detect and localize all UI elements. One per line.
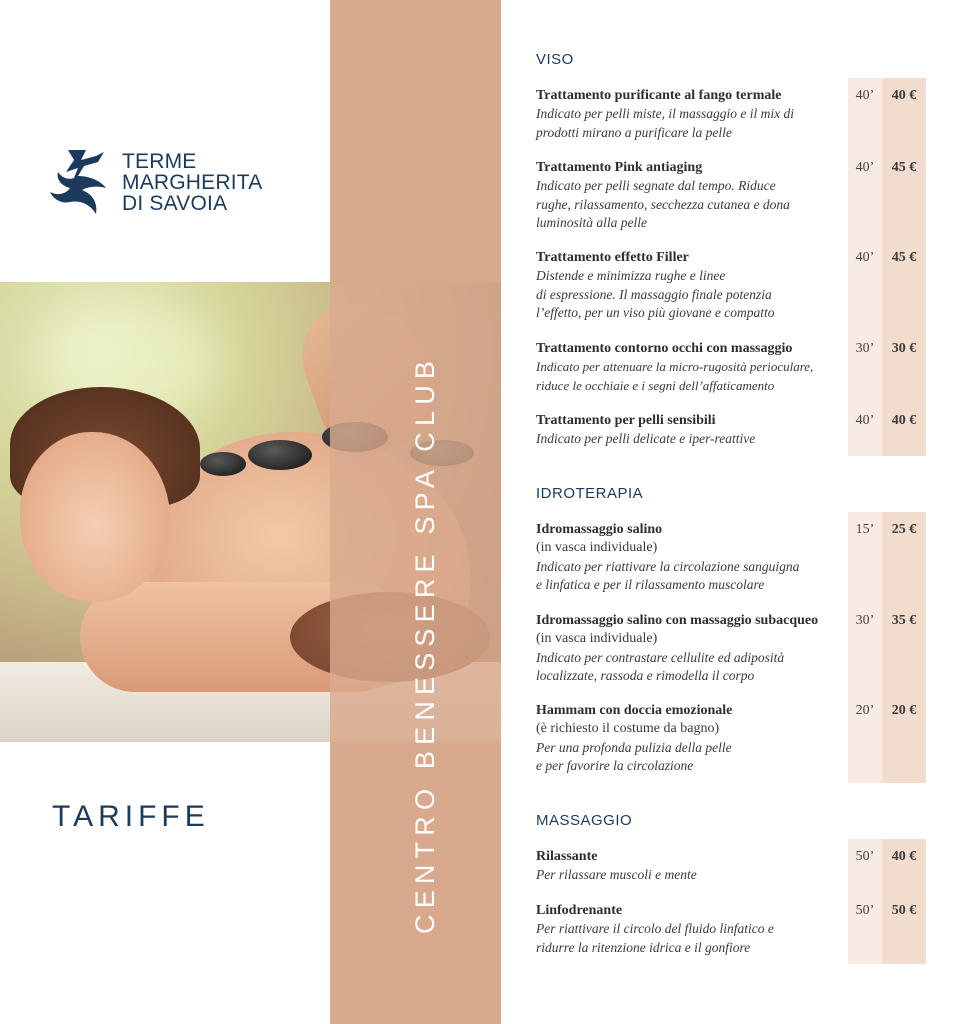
treatment-note: (è richiesto il costume da bagno) <box>536 721 720 736</box>
treatment-price: 45 € <box>891 250 917 265</box>
treatment-item <box>536 702 846 776</box>
treatment-duration: 30’ <box>855 341 875 356</box>
treatment-duration: 50’ <box>855 849 875 864</box>
terme-logo-icon <box>48 146 110 218</box>
section-title: MASSAGGIO <box>536 812 633 829</box>
brand-name <box>122 151 262 214</box>
treatment-desc: Distende e minimizza rughe e linee <box>536 268 726 283</box>
brand-line-2: MARGHERITA <box>122 170 263 194</box>
treatment-price: 45 € <box>891 160 917 175</box>
treatment-desc: rughe, rilassamento, secchezza cutanea e dona <box>536 196 790 212</box>
treatment-price: 25 € <box>891 522 917 537</box>
treatment-item <box>536 249 846 323</box>
treatment-name: Idromassaggio salino <box>536 522 663 537</box>
section-viso <box>536 51 926 68</box>
band-vertical-text: CENTRO BENESSERE SPA CLUB <box>410 354 440 934</box>
section-title: VISO <box>536 51 574 68</box>
treatment-duration: 40’ <box>855 250 875 265</box>
treatment-desc: Indicato per riattivare la circolazione sanguigna <box>536 558 800 574</box>
treatment-desc: prodotti mirano a purificare la pelle <box>536 124 732 140</box>
brand-logo <box>48 146 262 218</box>
brand-line-1: TERME <box>122 149 197 173</box>
section-idroterapia <box>536 485 926 502</box>
price-column-viso <box>882 78 926 456</box>
treatment-price: 35 € <box>891 613 917 628</box>
treatment-desc: di espressione. Il massaggio finale potenzia <box>536 286 772 302</box>
treatment-price: 40 € <box>891 88 917 103</box>
hot-stone <box>248 440 312 470</box>
treatment-price: 20 € <box>891 703 917 718</box>
treatment-name: Trattamento effetto Filler <box>536 250 689 265</box>
duration-column-idroterapia <box>848 512 882 783</box>
treatment-price: 50 € <box>891 903 917 918</box>
treatment-desc: localizzate, rassoda e rimodella il corpo <box>536 668 755 683</box>
treatment-item <box>536 412 846 449</box>
treatment-item <box>536 521 846 595</box>
duration-column-viso <box>848 78 882 456</box>
treatment-duration: 40’ <box>855 88 875 103</box>
treatment-price: 30 € <box>891 341 917 356</box>
treatment-desc: Per riattivare il circolo del fluido linfatico e <box>536 921 774 936</box>
treatment-desc: ridurre la ritenzione idrica e il gonfiore <box>536 939 751 955</box>
treatment-desc: riduce le occhiaie e i segni dell’affaticamento <box>536 377 775 393</box>
treatment-name: Trattamento contorno occhi con massaggio <box>536 341 793 356</box>
treatment-item <box>536 848 846 885</box>
treatment-name: Trattamento purificante al fango termale <box>536 88 782 103</box>
treatment-note: (in vasca individuale) <box>536 631 658 646</box>
treatment-note: (in vasca individuale) <box>536 540 658 555</box>
price-column-idroterapia <box>882 512 926 783</box>
treatment-name: Hammam con doccia emozionale <box>536 703 733 718</box>
treatment-desc: luminosità alla pelle <box>536 215 647 230</box>
section-massaggio <box>536 812 926 829</box>
treatment-duration: 40’ <box>855 413 875 428</box>
hot-stone <box>200 452 246 476</box>
treatment-item <box>536 612 846 686</box>
section-title: IDROTERAPIA <box>536 485 644 502</box>
treatment-duration: 40’ <box>855 160 875 175</box>
treatment-name: Linfodrenante <box>536 903 623 918</box>
treatment-name: Idromassaggio salino con massaggio subacqueo <box>536 613 819 628</box>
treatment-desc: Indicato per pelli segnate dal tempo. Riduce <box>536 178 776 193</box>
treatment-desc: e per favorire la circolazione <box>536 758 694 773</box>
treatment-duration: 50’ <box>855 903 875 918</box>
treatment-item <box>536 87 846 142</box>
treatment-item <box>536 159 846 233</box>
treatment-name: Trattamento Pink antiaging <box>536 160 703 175</box>
treatment-name: Rilassante <box>536 849 598 864</box>
treatment-desc: Indicato per contrastare cellulite ed adiposità <box>536 649 785 665</box>
treatment-desc: l’effetto, per un viso più giovane e compatto <box>536 305 775 320</box>
treatment-price: 40 € <box>891 413 917 428</box>
treatment-duration: 20’ <box>855 703 875 718</box>
treatment-desc: Per una profonda pulizia della pelle <box>536 739 732 755</box>
treatment-name: Trattamento per pelli sensibili <box>536 413 716 428</box>
treatment-desc: Indicato per pelli delicate e iper-reattive <box>536 431 756 446</box>
treatment-desc: Per rilassare muscoli e mente <box>536 867 697 882</box>
treatment-desc: Indicato per attenuare la micro-rugosità perioculare, <box>536 359 814 374</box>
treatment-item <box>536 340 846 395</box>
treatment-item <box>536 902 846 957</box>
treatment-duration: 15’ <box>855 522 875 537</box>
treatment-duration: 30’ <box>855 613 875 628</box>
treatment-price: 40 € <box>891 849 917 864</box>
page-title: TARIFFE <box>52 800 210 833</box>
photo-face <box>20 432 170 602</box>
brand-line-3: DI SAVOIA <box>122 191 228 215</box>
treatment-desc: e linfatica e per il rilassamento muscolare <box>536 577 765 592</box>
treatment-desc: Indicato per pelli miste, il massaggio e il mix di <box>536 106 794 121</box>
